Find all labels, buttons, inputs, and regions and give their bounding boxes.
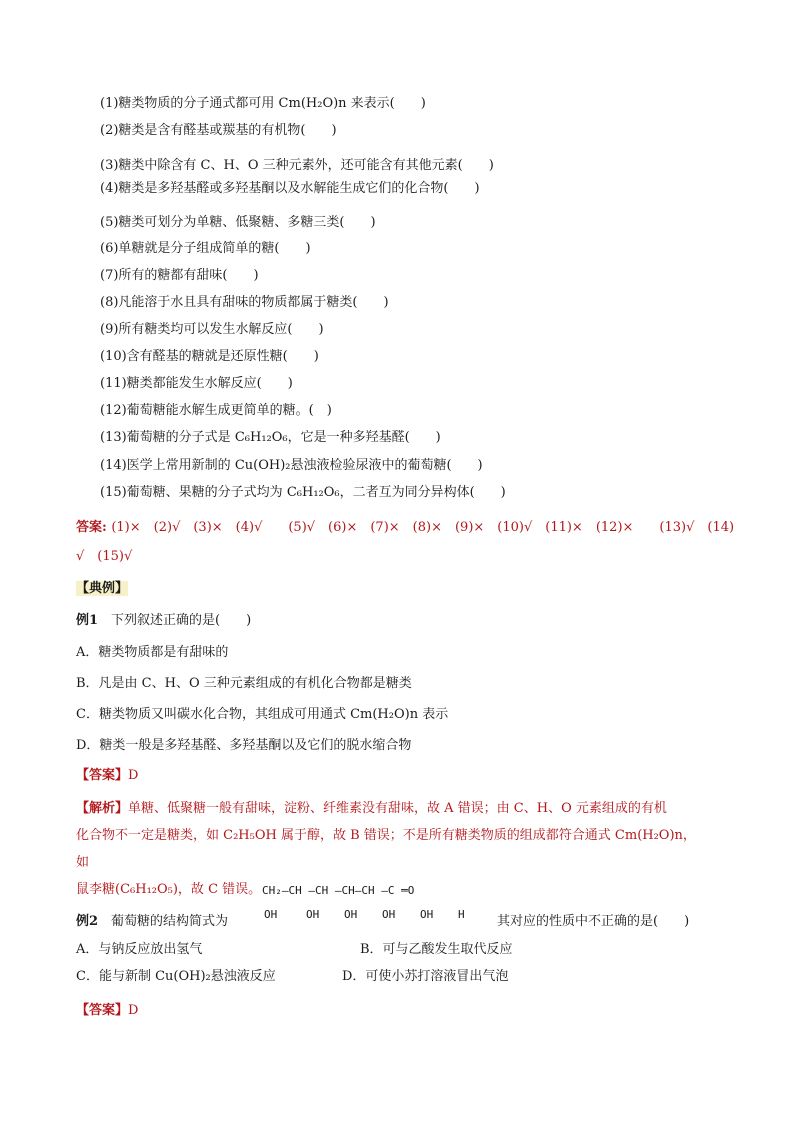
statement-7: (7)所有的糖都有甜味( )	[100, 268, 259, 283]
example2-answer-label: 【答案】	[76, 1003, 129, 1018]
example2-option-b: B．可与乙酸发生取代反应	[360, 942, 513, 957]
example1-question-text: 下列叙述正确的是( )	[98, 613, 252, 628]
statement-15: (15)葡萄糖、果糖的分子式均为 C₆H₁₂O₆，二者互为同分异构体( )	[100, 485, 506, 500]
structure-oh-1: OH	[264, 908, 278, 921]
example1-answer	[76, 767, 138, 785]
structure-oh-5: OH	[420, 908, 434, 921]
statement-13: (13)葡萄糖的分子式是 C₆H₁₂O₆，它是一种多羟基醛( )	[100, 430, 441, 445]
statement-2: (2)糖类是含有醛基或羰基的有机物( )	[100, 123, 337, 138]
answers-line-2: √ (15)√	[76, 549, 133, 564]
statement-1: (1)糖类物质的分子通式都可用 Cm(H₂O)n 来表示( )	[100, 96, 426, 111]
answers-line-1	[76, 519, 734, 537]
statement-10: (10)含有醛基的糖就是还原性糖( )	[100, 349, 319, 364]
example1-answer-label: 【答案】	[76, 768, 129, 783]
structure-h: H	[458, 908, 465, 921]
statement-3: (3)糖类中除含有 C、H、O 三种元素外，还可能含有其他元素( )	[100, 158, 494, 173]
example2-option-d: D．可使小苏打溶液冒出气泡	[342, 969, 509, 984]
answers-values-1: (1)× (2)√ (3)× (4)√ (5)√ (6)× (7)× (8)× (9)× (10)√ (11)× (12)× (13)√ (14)	[111, 520, 735, 535]
example2-question-suffix: 其对应的性质中不正确的是( )	[497, 914, 690, 929]
example1-option-b: B．凡是由 C、H、O 三种元素组成的有机化合物都是糖类	[76, 676, 412, 691]
example2-question-prefix: 葡萄糖的结构简式为	[98, 914, 229, 929]
statement-14: (14)医学上常用新制的 Cu(OH)₂悬浊液检验尿液中的葡萄糖( )	[100, 458, 483, 473]
section-title-text: 【典例】	[76, 581, 129, 596]
example1-option-c: C．糖类物质又叫碳水化合物，其组成可用通式 Cm(H₂O)n 表示	[76, 707, 449, 722]
structure-oh-3: OH	[344, 908, 358, 921]
example1-analysis-line-3: 鼠李糖(C₆H₁₂O₅)，故 C 错误。	[76, 882, 262, 897]
example2-question	[76, 913, 228, 931]
statement-12: (12)葡萄糖能水解生成更简单的糖。( )	[100, 403, 332, 418]
example2-option-c: C．能与新制 Cu(OH)₂悬浊液反应	[76, 969, 276, 984]
example1-option-d: D．糖类一般是多羟基醛、多羟基酮以及它们的脱水缩合物	[76, 738, 412, 753]
example2-answer-value: D	[128, 1003, 139, 1018]
statement-5: (5)糖类可划分为单糖、低聚糖、多糖三类( )	[100, 215, 376, 230]
example1-analysis-text-1: 单糖、低聚糖一般有甜味，淀粉、纤维素没有甜味，故 A 错误；由 C、H、O 元素组成的有机	[128, 801, 667, 816]
example1-analysis-line-2: 化合物不一定是糖类，如 C₂H₅OH 属于醇，故 B 错误；不是所有糖类物质的组成都符合通式 Cm(H₂O)n，如	[76, 828, 696, 870]
example2-option-a: A．与钠反应放出氢气	[76, 942, 203, 957]
answers-label: 答案:	[76, 520, 107, 535]
statement-11: (11)糖类都能发生水解反应( )	[100, 376, 293, 391]
structure-oh-2: OH	[306, 908, 320, 921]
example1-analysis-label: 【解析】	[76, 801, 129, 816]
structure-oh-4: OH	[382, 908, 396, 921]
example2-label: 例2	[76, 914, 99, 929]
statement-9: (9)所有糖类均可以发生水解反应( )	[100, 322, 324, 337]
example1-analysis-line-1	[76, 795, 698, 822]
statement-6: (6)单糖就是分子组成简单的糖( )	[100, 241, 311, 256]
example1-label: 例1	[76, 613, 99, 628]
statement-4: (4)糖类是多羟基醛或多羟基酮以及水解能生成它们的化合物( )	[100, 181, 480, 196]
example2-answer	[76, 1002, 138, 1020]
statement-8: (8)凡能溶于水且具有甜味的物质都属于糖类( )	[100, 295, 389, 310]
example1-answer-value: D	[128, 768, 139, 783]
example1-question	[76, 612, 251, 630]
glucose-structure	[262, 882, 472, 928]
section-title	[76, 580, 128, 598]
example1-option-a: A．糖类物质都是有甜味的	[76, 645, 229, 660]
structure-chain: CH₂—CH —CH —CH—CH —C ═O	[262, 884, 415, 897]
